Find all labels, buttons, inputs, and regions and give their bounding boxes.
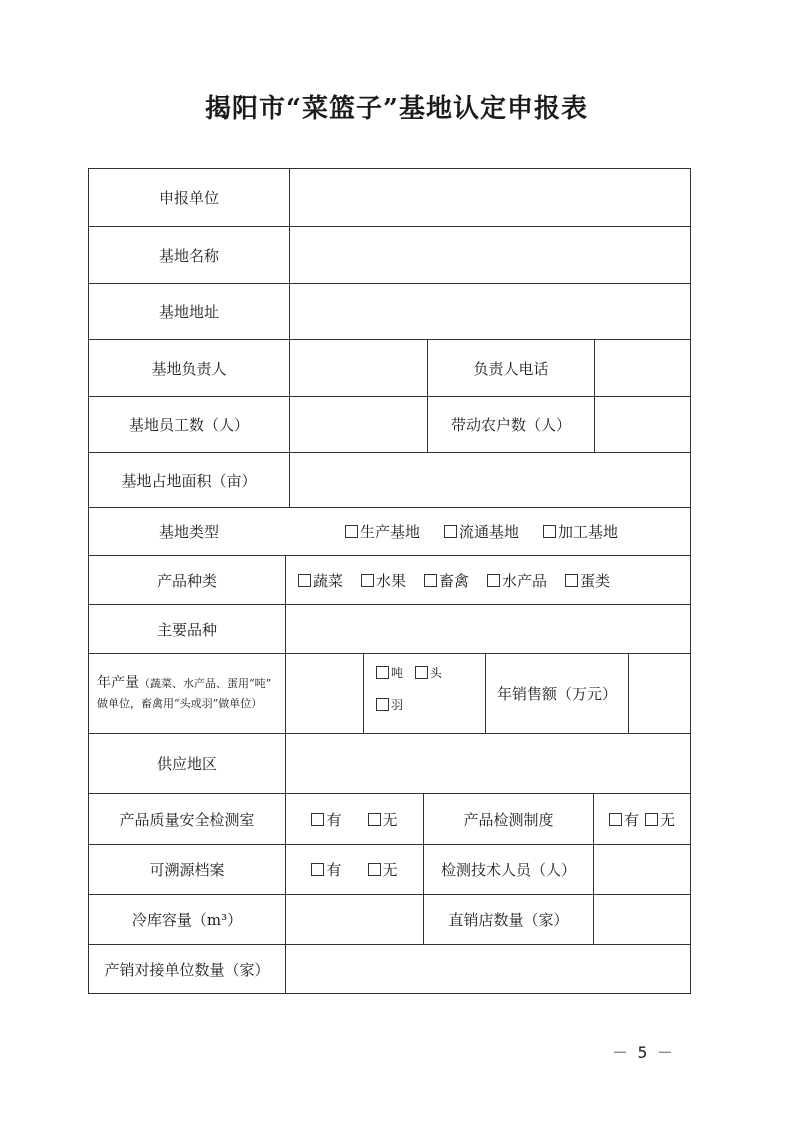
label-traceability: 可溯源档案 <box>149 861 225 879</box>
option-label: 头 <box>429 666 442 680</box>
input-base-manager[interactable] <box>289 340 427 396</box>
checkbox-livestock[interactable] <box>424 570 469 591</box>
option-label: 加工基地 <box>558 523 619 541</box>
label-annual-sales: 年销售额（万元） <box>485 654 628 733</box>
row-main-variety <box>89 604 690 653</box>
option-label: 蔬菜 <box>313 571 344 590</box>
checkbox-production-base[interactable] <box>345 521 420 542</box>
label-supply-area: 供应地区 <box>156 755 217 773</box>
checkbox-processing-base[interactable] <box>543 521 618 542</box>
options-traceability <box>285 845 423 894</box>
label-docking-units: 产销对接单位数量（家） <box>104 960 270 979</box>
checkbox-icon <box>424 574 437 587</box>
label-cold-storage: 冷库容量（m³） <box>131 911 243 929</box>
option-label: 吨 <box>391 666 404 680</box>
input-base-address[interactable] <box>289 284 690 339</box>
row-applicant <box>89 169 690 226</box>
checkbox-icon <box>361 574 374 587</box>
label-direct-stores: 直销店数量（家） <box>423 895 593 944</box>
checkbox-lab-no[interactable] <box>368 809 398 830</box>
checkbox-icon <box>543 525 556 538</box>
checkbox-trace-no[interactable] <box>368 859 398 880</box>
label-base-manager: 基地负责人 <box>151 359 227 378</box>
input-annual-output[interactable] <box>285 654 363 733</box>
options-output-unit <box>363 654 485 733</box>
checkbox-icon <box>368 813 381 826</box>
row-quality-lab <box>89 793 690 844</box>
label-base-address: 基地地址 <box>158 303 219 321</box>
option-label: 无 <box>382 861 398 879</box>
checkbox-system-no[interactable] <box>645 809 675 830</box>
checkbox-icon <box>311 813 324 826</box>
input-cold-storage[interactable] <box>285 895 423 944</box>
checkbox-icon <box>345 525 358 538</box>
label-applicant: 申报单位 <box>158 189 219 207</box>
checkbox-icon <box>298 574 311 587</box>
label-staff-count: 基地员工数（人） <box>128 416 249 434</box>
option-label: 有 <box>326 861 342 879</box>
input-base-name[interactable] <box>289 227 690 283</box>
options-product-type <box>285 556 690 604</box>
input-docking-units[interactable] <box>285 945 690 993</box>
label-main-variety: 主要品种 <box>156 620 217 639</box>
input-main-variety[interactable] <box>285 605 690 653</box>
row-base-type <box>89 507 690 555</box>
input-applicant[interactable] <box>289 169 690 226</box>
input-testing-staff[interactable] <box>593 845 690 894</box>
options-base-type <box>289 508 690 555</box>
option-label: 蛋类 <box>580 571 611 590</box>
annual-output-label: 年产量 <box>97 675 139 691</box>
options-testing-system <box>593 794 690 844</box>
label-area: 基地占地面积（亩） <box>121 471 257 490</box>
annual-output-note: （蔬菜、水产品、蛋用“吨” <box>139 677 272 690</box>
page-title: 揭阳市“菜篮子”基地认定申报表 <box>205 94 588 124</box>
checkbox-aquatic[interactable] <box>487 570 547 591</box>
page-number: － 5 － <box>612 1043 673 1062</box>
option-label: 无 <box>660 810 676 829</box>
row-product-type <box>89 555 690 604</box>
row-docking-units <box>89 944 690 993</box>
label-product-type: 产品种类 <box>156 571 217 590</box>
input-manager-phone[interactable] <box>594 340 690 396</box>
row-cold-storage <box>89 894 690 944</box>
annual-output-note: 做单位，畜禽用“头或羽”做单位） <box>97 697 263 710</box>
input-area[interactable] <box>289 453 690 507</box>
label-testing-system: 产品检测制度 <box>423 794 593 844</box>
option-label: 流通基地 <box>459 523 520 541</box>
application-form-table <box>88 168 691 994</box>
row-traceability <box>89 844 690 894</box>
input-staff-count[interactable] <box>289 397 427 452</box>
option-label: 水果 <box>376 571 407 590</box>
label-base-name: 基地名称 <box>158 246 219 265</box>
row-base-address <box>89 283 690 339</box>
row-area <box>89 452 690 507</box>
checkbox-icon <box>609 813 622 826</box>
checkbox-icon <box>565 574 578 587</box>
checkbox-icon <box>311 863 324 876</box>
checkbox-circulation-base[interactable] <box>444 521 519 542</box>
input-annual-sales[interactable] <box>628 654 690 733</box>
checkbox-icon <box>376 666 389 679</box>
label-base-type: 基地类型 <box>158 523 219 541</box>
option-label: 有 <box>623 810 639 829</box>
row-base-manager <box>89 339 690 396</box>
checkbox-unit-head[interactable] <box>415 664 442 681</box>
checkbox-icon <box>368 863 381 876</box>
input-supply-area[interactable] <box>285 734 690 793</box>
checkbox-icon <box>444 525 457 538</box>
label-annual-output <box>89 654 285 733</box>
checkbox-lab-yes[interactable] <box>311 809 341 830</box>
checkbox-trace-yes[interactable] <box>311 859 341 880</box>
checkbox-system-yes[interactable] <box>609 809 639 830</box>
row-annual-output <box>89 653 690 733</box>
checkbox-icon <box>376 698 389 711</box>
checkbox-icon <box>645 813 658 826</box>
label-quality-lab: 产品质量安全检测室 <box>119 810 255 829</box>
label-manager-phone: 负责人电话 <box>427 340 594 396</box>
checkbox-icon <box>487 574 500 587</box>
row-staff-count <box>89 396 690 452</box>
option-label: 有 <box>326 810 342 829</box>
option-label: 生产基地 <box>360 523 421 541</box>
option-label: 羽 <box>391 698 404 712</box>
checkbox-vegetables[interactable] <box>298 570 343 591</box>
row-supply-area <box>89 733 690 793</box>
checkbox-eggs[interactable] <box>565 570 610 591</box>
option-label: 无 <box>382 810 398 829</box>
input-direct-stores[interactable] <box>593 895 690 944</box>
options-quality-lab <box>285 794 423 844</box>
checkbox-fruits[interactable] <box>361 570 406 591</box>
input-farmers-count[interactable] <box>594 397 690 452</box>
option-label: 水产品 <box>502 571 548 590</box>
checkbox-unit-ton[interactable] <box>376 664 403 681</box>
row-base-name <box>89 226 690 283</box>
label-farmers-count: 带动农户数（人） <box>427 397 594 452</box>
option-label: 畜禽 <box>439 571 470 590</box>
checkbox-unit-feather[interactable] <box>376 696 403 713</box>
label-testing-staff: 检测技术人员（人） <box>423 845 593 894</box>
checkbox-icon <box>415 666 428 679</box>
